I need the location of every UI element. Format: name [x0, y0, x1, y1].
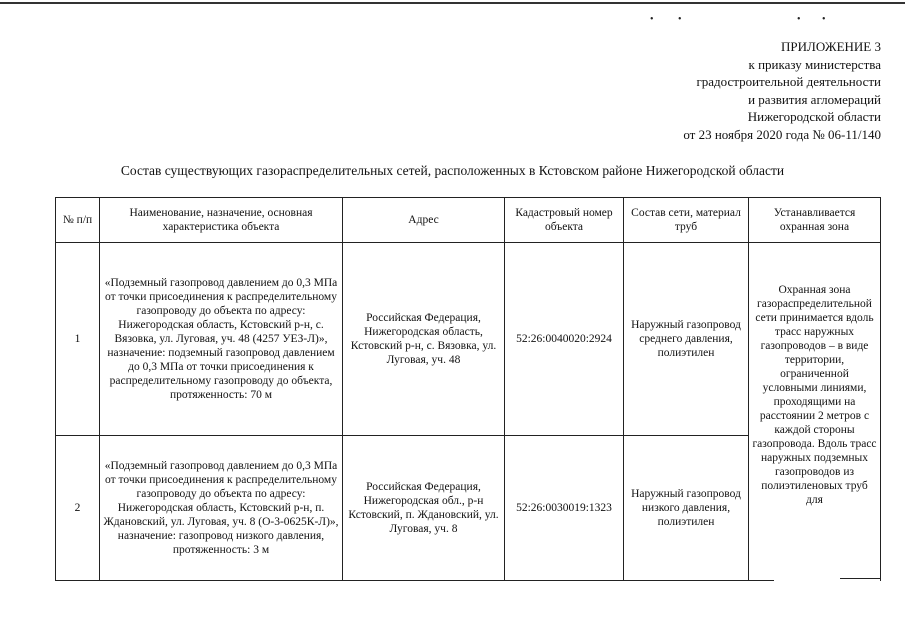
header-network: Состав сети, материал труб [624, 198, 749, 243]
cell-cadastral: 52:26:0040020:2924 [505, 243, 624, 436]
table-row [56, 243, 881, 436]
cell-name: «Подземный газопровод давлением до 0,3 МПа от точки присоединения к распределительному газопроводу до объекта по адресу: Нижегородская область, Кстовский р-н, с. Вязовка, ул. Луговая, уч. 48 (4257 УЕЗ-Л)», назначение: подземный газопровод давлением до 0,3 МПа от точки присоединения к распределительному газопроводу до объекта, протяженность: 70 м [100, 243, 343, 436]
cell-num: 2 [56, 436, 100, 581]
header-zone: Устанавливается охранная зона [749, 198, 881, 243]
appendix-line: к приказу министерства [748, 56, 881, 72]
header-address: Адрес [343, 198, 505, 243]
cell-num: 1 [56, 243, 100, 436]
cell-address: Российская Федерация, Нижегородская обл., р-н Кстовский, п. Ждановский, ул. Луговая, уч. 8 [343, 436, 505, 581]
appendix-line: Нижегородской области [747, 109, 881, 124]
top-border-line [0, 2, 905, 4]
header-cadastral: Кадастровый номер объекта [505, 198, 624, 243]
scan-dot: • [797, 14, 801, 25]
document-title: Состав существующих газораспределительных сетей, расположенных в Кстовском районе Нижегородской области [120, 163, 785, 178]
header-name: Наименование, назначение, основная характеристика объекта [100, 198, 343, 243]
appendix-title: ПРИЛОЖЕНИЕ 3 [781, 39, 881, 54]
cell-cadastral: 52:26:0030019:1323 [505, 436, 624, 581]
page-cut-mask [774, 578, 880, 608]
cell-name: «Подземный газопровод давлением до 0,3 МПа от точки присоединения к распределительному газопроводу до объекта по адресу: Нижегородская область, Кстовский р-н, п. Ждановский, ул. Луговая, уч. 8 (О-3-0625К-Л)», назначение: газопровод низкого давления, протяженность: 3 м [100, 436, 343, 581]
appendix-line: от 23 ноября 2020 года № 06-11/140 [683, 126, 881, 142]
scan-dot: • [822, 14, 826, 25]
scan-dot: • [678, 14, 682, 25]
appendix-header [683, 38, 881, 143]
appendix-line: градостроительной деятельности [696, 74, 881, 89]
header-num: № п/п [56, 198, 100, 243]
scan-dot: • [650, 14, 654, 25]
table-header-row [56, 198, 881, 243]
gas-network-table [55, 197, 881, 581]
cell-address: Российская Федерация, Нижегородская область, Кстовский р-н, с. Вязовка, ул. Луговая, уч. 48 [343, 243, 505, 436]
zone-cell-bottom-line [840, 578, 880, 579]
appendix-line: и развития агломераций [748, 91, 881, 107]
cell-network: Наружный газопровод среднего давления, полиэтилен [624, 243, 749, 436]
cell-network: Наружный газопровод низкого давления, полиэтилен [624, 436, 749, 581]
cell-zone: Охранная зона газораспределительной сети принимается вдоль трасс наружных газопроводов – в виде территории, ограниченной условными линиями, проходящими на расстоянии 2 метров с каждой стороны газопровода. Вдоль трасс наружных подземных газопроводов из полиэтиленовых труб для [749, 243, 881, 581]
